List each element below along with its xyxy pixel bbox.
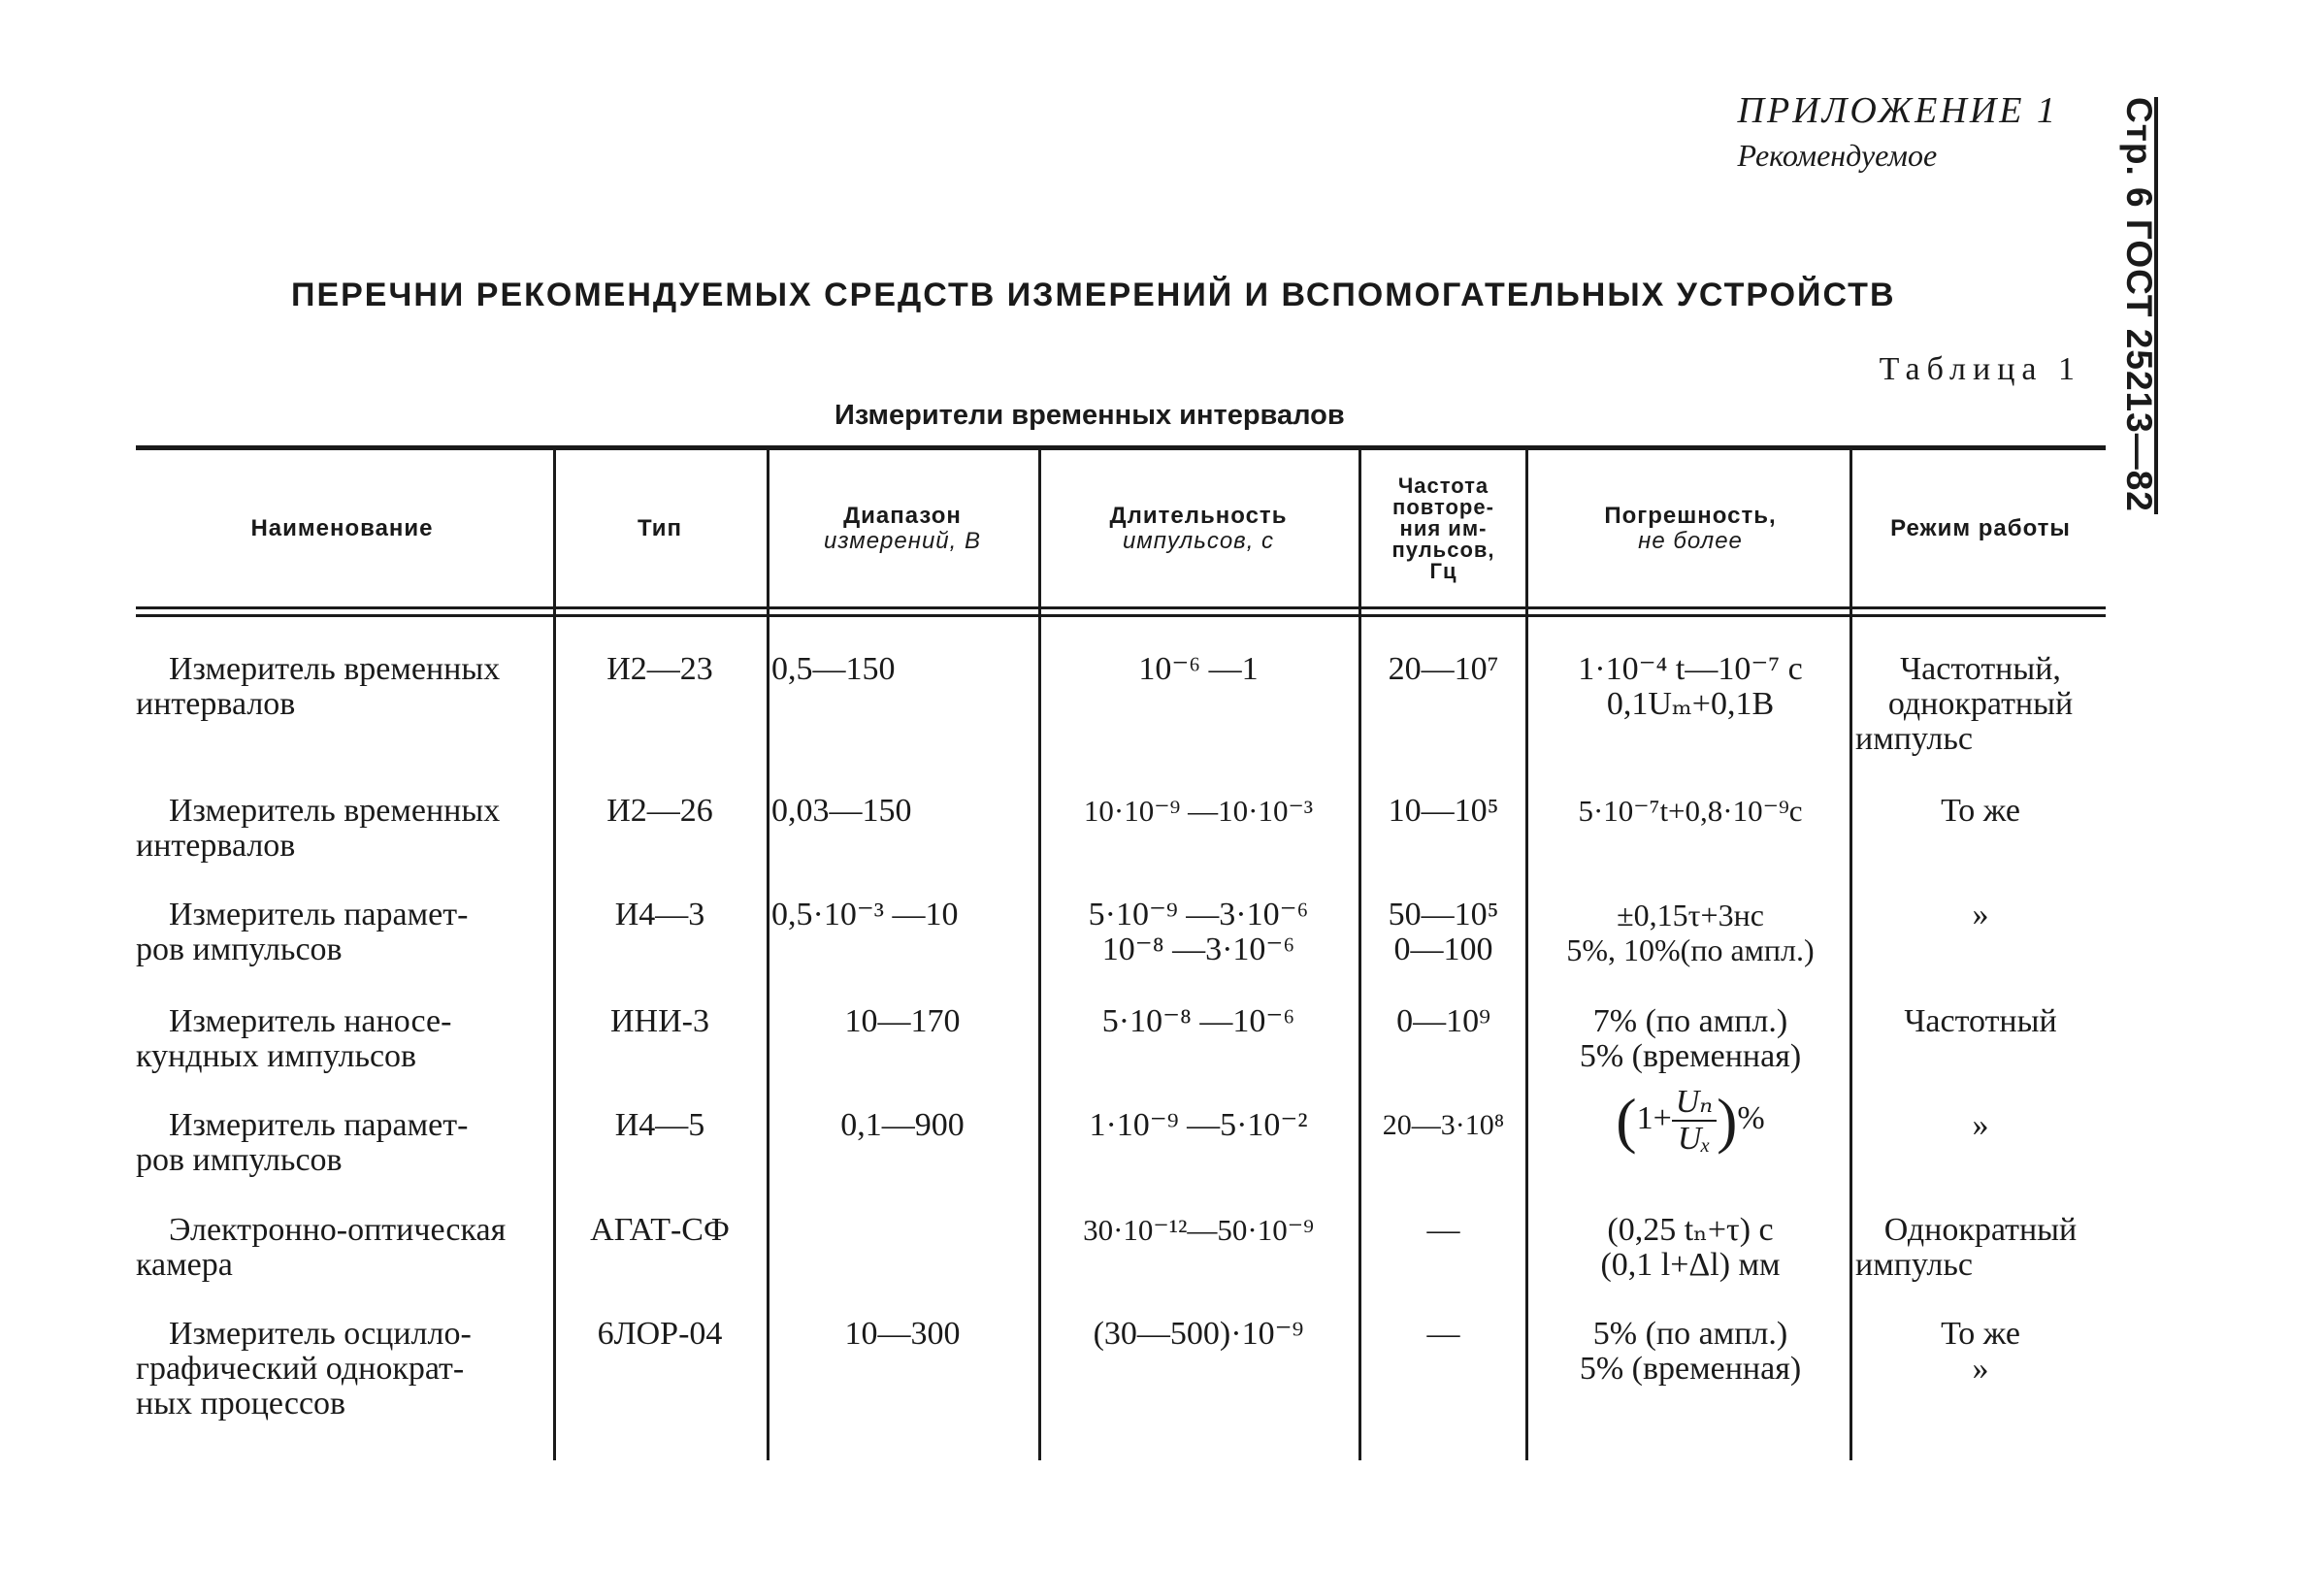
- row-name: Измеритель парамет-: [169, 897, 469, 932]
- row-type: 6ЛОР-04: [597, 1316, 723, 1352]
- row-duration: [1043, 898, 1354, 967]
- row-mode-line: Однократный: [1883, 1212, 2078, 1248]
- row-name: интервалов: [136, 686, 296, 722]
- row-name: Измеритель временных: [169, 651, 501, 687]
- table-row: [136, 1213, 548, 1283]
- row-error-line: 5% (временная): [1579, 1351, 1802, 1387]
- column-header-name: [136, 456, 548, 602]
- error-suffix: %: [1737, 1099, 1765, 1136]
- row-error-line: 5% (временная): [1579, 1038, 1802, 1074]
- row-frequency: —: [1426, 1316, 1460, 1352]
- header-text: Частота: [1397, 474, 1489, 498]
- row-range: 0,1—900: [840, 1107, 965, 1143]
- row-range: 0,5—150: [771, 651, 896, 687]
- table-row: [136, 1108, 548, 1178]
- column-header-type: [558, 456, 762, 602]
- row-duration: 10⁻⁶ —1: [1138, 651, 1259, 687]
- page-title: ПЕРЕЧНИ РЕКОМЕНДУЕМЫХ СРЕДСТВ ИЗМЕРЕНИЙ И ВСПОМОГАТЕЛЬНЫХ УСТРОЙСТВ: [291, 277, 1896, 313]
- row-frequency: 20—10⁷: [1388, 651, 1499, 687]
- header-text: Режим работы: [1890, 515, 2071, 541]
- row-error-line: 5%, 10%(по ампл.): [1566, 932, 1815, 967]
- header-text: Гц: [1429, 559, 1457, 583]
- row-name: графический однократ-: [136, 1351, 465, 1387]
- row-mode-line: однократный: [1887, 686, 2074, 722]
- row-duration: 10·10⁻⁹ —10·10⁻³: [1083, 794, 1314, 828]
- row-mode-line: »: [1972, 1107, 1989, 1143]
- header-text: Диапазон: [843, 503, 962, 529]
- row-name: интервалов: [136, 828, 296, 864]
- error-prefix: 1+: [1636, 1099, 1672, 1136]
- row-error: [1531, 1085, 1849, 1157]
- header-text: импульсов, с: [1122, 528, 1275, 554]
- row-error: [1531, 898, 1849, 967]
- row-type: И2—26: [606, 793, 713, 829]
- row-name: ных процессов: [136, 1386, 346, 1422]
- row-range: 0,03—150: [771, 793, 912, 829]
- row-type: И4—5: [614, 1107, 705, 1143]
- row-name: Измеритель временных: [169, 793, 501, 829]
- row-error-line: 5·10⁻⁷t+0,8·10⁻⁹с: [1578, 794, 1803, 828]
- column-header-error: [1531, 456, 1849, 602]
- row-duration-line: 5·10⁻⁹ —3·10⁻⁶: [1088, 897, 1309, 932]
- row-error: [1531, 1004, 1849, 1074]
- column-divider: [1525, 449, 1528, 1460]
- row-duration: (30—500)·10⁻⁹: [1093, 1316, 1304, 1352]
- row-error-line: 0,1Uₘ+0,1В: [1606, 686, 1775, 722]
- row-name: Измеритель наносе-: [169, 1003, 452, 1039]
- row-frequency: 20—3·10⁸: [1382, 1109, 1505, 1141]
- column-divider: [1358, 449, 1361, 1460]
- column-divider: [1038, 449, 1041, 1460]
- column-header-frequency: [1363, 456, 1523, 602]
- row-error-line: ±0,15τ+3нс: [1617, 898, 1764, 932]
- row-mode-line: Частотный: [1904, 1003, 2057, 1039]
- column-divider: [553, 449, 556, 1460]
- row-name: камера: [136, 1247, 233, 1283]
- row-type: И2—23: [606, 651, 713, 687]
- row-mode-line: импульс: [1855, 721, 1973, 757]
- row-error-line: 7% (по ампл.): [1592, 1003, 1788, 1039]
- row-name: Измеритель осцилло-: [169, 1316, 472, 1352]
- row-duration-line: 10⁻⁸ —3·10⁻⁶: [1101, 932, 1295, 967]
- row-frequency: —: [1426, 1212, 1460, 1248]
- row-range: 10—170: [844, 1003, 961, 1039]
- column-divider: [1849, 449, 1852, 1460]
- row-type: ИНИ-3: [610, 1003, 709, 1039]
- header-text: измерений, В: [824, 528, 981, 554]
- header-rule-1: [136, 606, 2106, 609]
- row-type: АГАТ-СФ: [590, 1212, 730, 1248]
- row-error: [1531, 1213, 1849, 1283]
- row-mode-line: То же: [1941, 793, 2020, 829]
- side-page-label: Стр. 6 ГОСТ 25213—82: [2119, 97, 2159, 512]
- table-number: Таблица 1: [1879, 351, 2081, 387]
- fraction-numerator: Uₙ: [1672, 1085, 1717, 1122]
- row-mode: [1855, 652, 2106, 757]
- table-caption: Измерители временных интервалов: [835, 400, 1345, 431]
- header-text: ния им-: [1399, 516, 1488, 540]
- row-range: 0,5·10⁻³ —10: [771, 897, 959, 932]
- table-row: [136, 898, 548, 967]
- row-frequency-line: 0—100: [1393, 932, 1493, 967]
- row-error: [1531, 1317, 1849, 1387]
- row-mode-line: »: [1972, 1351, 1989, 1387]
- row-error-line: 1·10⁻⁴ t—10⁻⁷ с: [1578, 651, 1803, 687]
- row-mode: [1855, 898, 2106, 932]
- appendix-subtitle: Рекомендуемое: [1737, 138, 1938, 173]
- header-text: пульсов,: [1391, 538, 1495, 562]
- open-paren: (: [1616, 1086, 1637, 1155]
- row-mode-line: »: [1972, 897, 1989, 932]
- row-mode: [1855, 1004, 2106, 1039]
- row-name: ров импульсов: [136, 932, 343, 967]
- row-mode: [1855, 1108, 2106, 1143]
- row-error: [1531, 652, 1849, 722]
- row-mode-line: Частотный,: [1900, 651, 2061, 687]
- column-divider: [767, 449, 769, 1460]
- row-duration: 5·10⁻⁸ —10⁻⁶: [1101, 1003, 1295, 1039]
- fraction-denominator: Uₓ: [1677, 1121, 1712, 1157]
- header-text: не более: [1638, 528, 1743, 554]
- table-row: [136, 1004, 548, 1074]
- row-frequency: [1363, 898, 1523, 967]
- row-mode: [1855, 1317, 2106, 1387]
- row-frequency-line: 50—10⁵: [1388, 897, 1499, 932]
- close-paren: ): [1717, 1086, 1738, 1155]
- row-name: ров импульсов: [136, 1142, 343, 1178]
- column-header-mode: [1855, 456, 2106, 602]
- table-row: [136, 1317, 548, 1422]
- header-rule-2: [136, 614, 2106, 617]
- header-text: Длительность: [1109, 503, 1288, 529]
- row-duration: 1·10⁻⁹ —5·10⁻²: [1089, 1107, 1308, 1143]
- header-text: Погрешность,: [1604, 503, 1777, 529]
- row-error-line: 5% (по ампл.): [1592, 1316, 1788, 1352]
- table-row: [136, 652, 548, 722]
- table-top-rule: [136, 445, 2106, 450]
- row-mode: [1855, 794, 2106, 829]
- row-error-line: (0,25 tₙ+τ) с: [1607, 1212, 1774, 1248]
- row-frequency: 10—10⁵: [1388, 793, 1499, 829]
- appendix-title: ПРИЛОЖЕНИЕ 1: [1737, 90, 2058, 131]
- row-duration: 30·10⁻¹²—50·10⁻⁹: [1083, 1213, 1314, 1247]
- column-header-duration: [1043, 456, 1354, 602]
- row-mode-line: То же: [1941, 1316, 2020, 1352]
- row-frequency: 0—10⁹: [1396, 1003, 1490, 1039]
- row-name: кундных импульсов: [136, 1038, 417, 1074]
- row-mode: [1855, 1213, 2106, 1283]
- row-name: Измеритель парамет-: [169, 1107, 469, 1143]
- row-name: Электронно-оптическая: [169, 1212, 507, 1248]
- appendix-block: [1738, 89, 2058, 174]
- error-fraction: [1672, 1085, 1717, 1157]
- row-error: [1531, 794, 1849, 829]
- row-error-line: (0,1 l+Δl) мм: [1600, 1247, 1781, 1283]
- row-type: И4—3: [614, 897, 705, 932]
- header-text: Тип: [638, 515, 682, 541]
- header-text: повторе-: [1392, 495, 1494, 519]
- header-text: Наименование: [250, 515, 434, 541]
- column-header-range: [771, 456, 1033, 602]
- table-row: [136, 794, 548, 864]
- row-mode-line: импульс: [1855, 1247, 1973, 1283]
- row-range: 10—300: [844, 1316, 961, 1352]
